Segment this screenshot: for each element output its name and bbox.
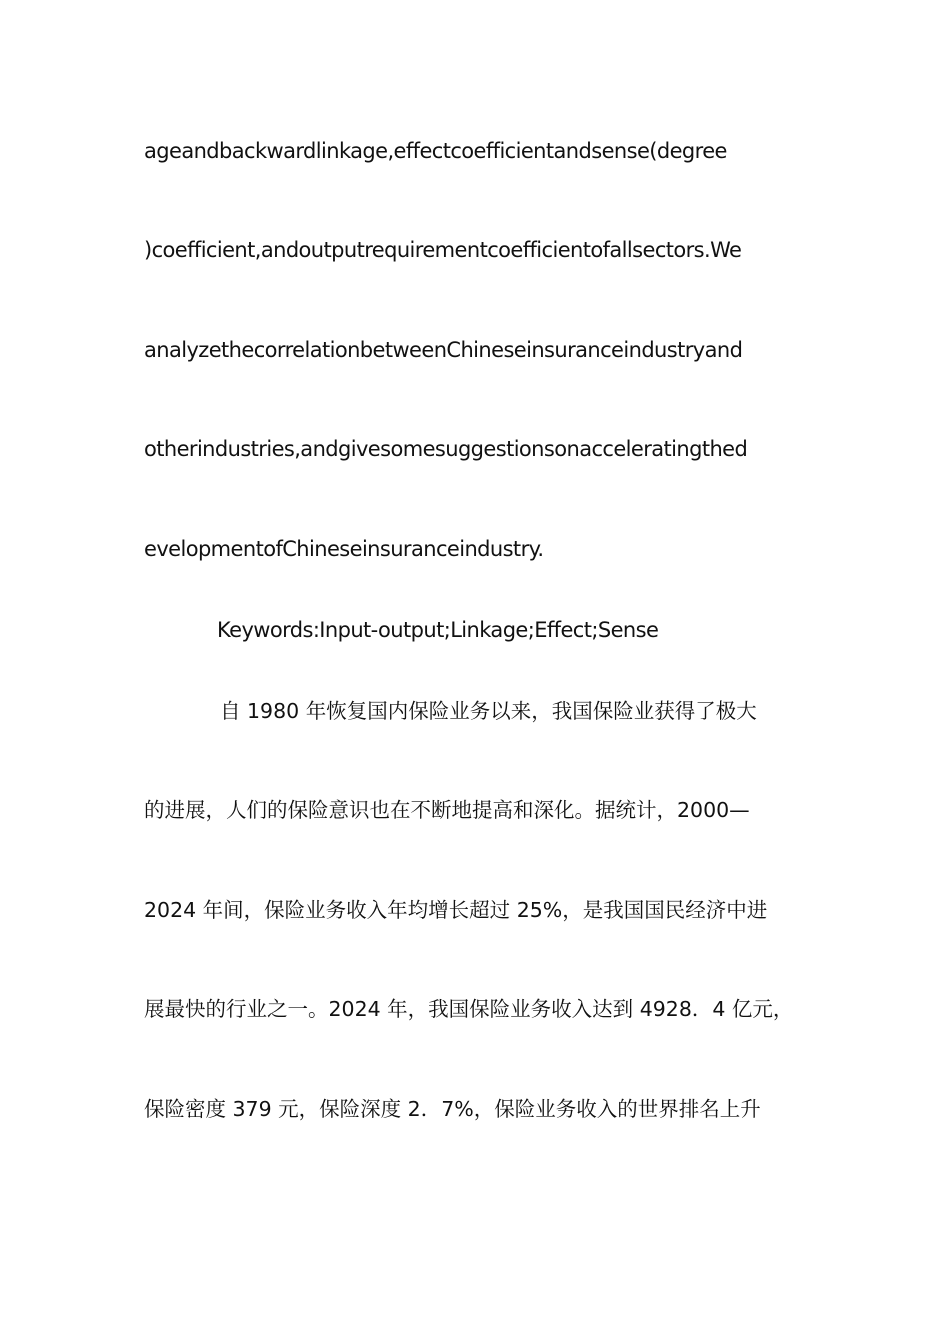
body-line-5: 保险密度 379 元，保险深度 2．7%，保险业务收入的世界排名上升: [144, 1097, 761, 1121]
abstract-line-5: evelopmentofChineseinsuranceindustry.: [144, 537, 544, 561]
abstract-line-2: )coefficient,andoutputrequirementcoefficientofallsectors.We: [144, 238, 742, 262]
body-line-1: 自 1980 年恢复国内保险业务以来，我国保险业获得了极大: [220, 699, 757, 723]
body-line-3: 2024 年间，保险业务收入年均增长超过 25%，是我国国民经济中进: [144, 898, 768, 922]
abstract-line-1: ageandbackwardlinkage,effectcoefficientandsense(degree: [144, 139, 727, 163]
body-line-4: 展最快的行业之一。2024 年，我国保险业务收入达到 4928．4 亿元，: [144, 997, 794, 1021]
body-line-2: 的进展，人们的保险意识也在不断地提高和深化。据统计，2000—: [144, 798, 750, 822]
keywords-line: Keywords:Input-output;Linkage;Effect;Sense: [217, 618, 659, 642]
abstract-line-4: otherindustries,andgivesomesuggestionsonacceleratingthed: [144, 437, 748, 461]
abstract-line-3: analyzethecorrelationbetweenChineseinsuranceindustryand: [144, 338, 743, 362]
